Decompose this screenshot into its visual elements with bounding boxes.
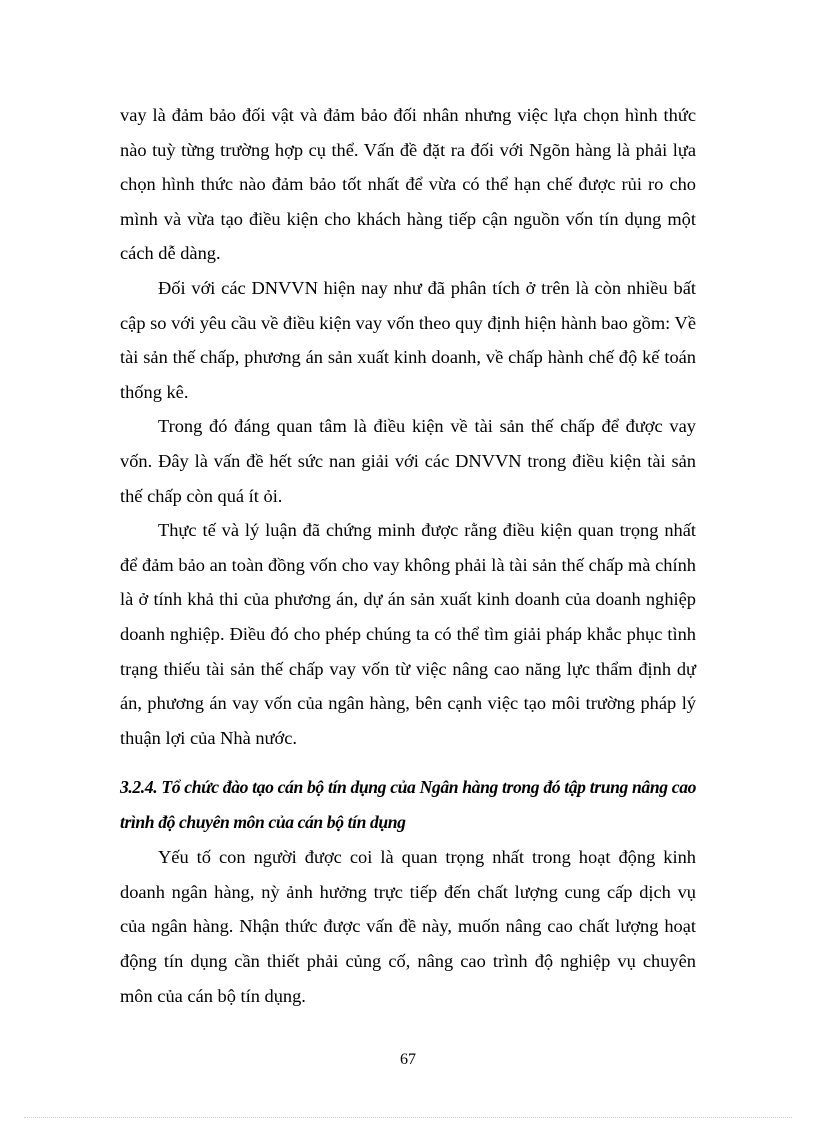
- page-body: [120, 98, 696, 1013]
- page-bottom-divider: [24, 1117, 792, 1118]
- section-heading: 3.2.4. Tổ chức đào tạo cán bộ tín dụng của Ngân hàng trong đó tập trung nâng cao trình độ chuyên môn của cán bộ tín dụng: [120, 777, 696, 833]
- body-paragraph: Đối với các DNVVN hiện nay như đã phân tích ở trên là còn nhiều bất cập so với yêu cầu về điều kiện vay vốn theo quy định hiện hành bao gồm: Về tài sản thế chấp, phương án sản xuất kinh doanh, về chấp hành chế độ kế toán thống kê.: [120, 277, 696, 402]
- body-paragraph-continued: vay là đảm bảo đối vật và đảm bảo đối nhân nhưng việc lựa chọn hình thức nào tuỳ từng trường hợp cụ thể. Vấn đề đặt ra đối với Ngõn hàng là phải lựa chọn hình thức nào đảm bảo tốt nhất để vừa có thể hạn chế được rủi ro cho mình và vừa tạo điều kiện cho khách hàng tiếp cận nguồn vốn tín dụng một cách dễ dàng.: [120, 105, 696, 264]
- body-paragraph: Thực tế và lý luận đã chứng minh được rằng điều kiện quan trọng nhất để đảm bảo an toàn đồng vốn cho vay không phải là tài sản thế chấp mà chính là ở tính khả thi của phương án, dự án sản xuất kinh doanh của doanh nghiệp doanh nghiệp. Điều đó cho phép chúng ta có thể tìm giải pháp khắc phục tình trạng thiếu tài sản thế chấp vay vốn từ việc nâng cao năng lực thẩm định dự án, phương án vay vốn của ngân hàng, bên cạnh việc tạo môi trường pháp lý thuận lợi của Nhà nước.: [120, 520, 696, 748]
- body-paragraph: Trong đó đáng quan tâm là điều kiện về tài sản thế chấp để được vay vốn. Đây là vấn đề hết sức nan giải với các DNVVN trong điều kiện tài sản thế chấp còn quá ít ỏi.: [120, 416, 696, 506]
- body-paragraph: Yếu tố con người được coi là quan trọng nhất trong hoạt động kinh doanh ngân hàng, nỳ ảnh hưởng trực tiếp đến chất lượng cung cấp dịch vụ của ngân hàng. Nhận thức được vấn đề này, muốn nâng cao chất lượng hoạt động tín dụng cần thiết phải củng cố, nâng cao trình độ nghiệp vụ chuyên môn của cán bộ tín dụng.: [120, 847, 696, 1006]
- page-number: 67: [400, 1051, 416, 1068]
